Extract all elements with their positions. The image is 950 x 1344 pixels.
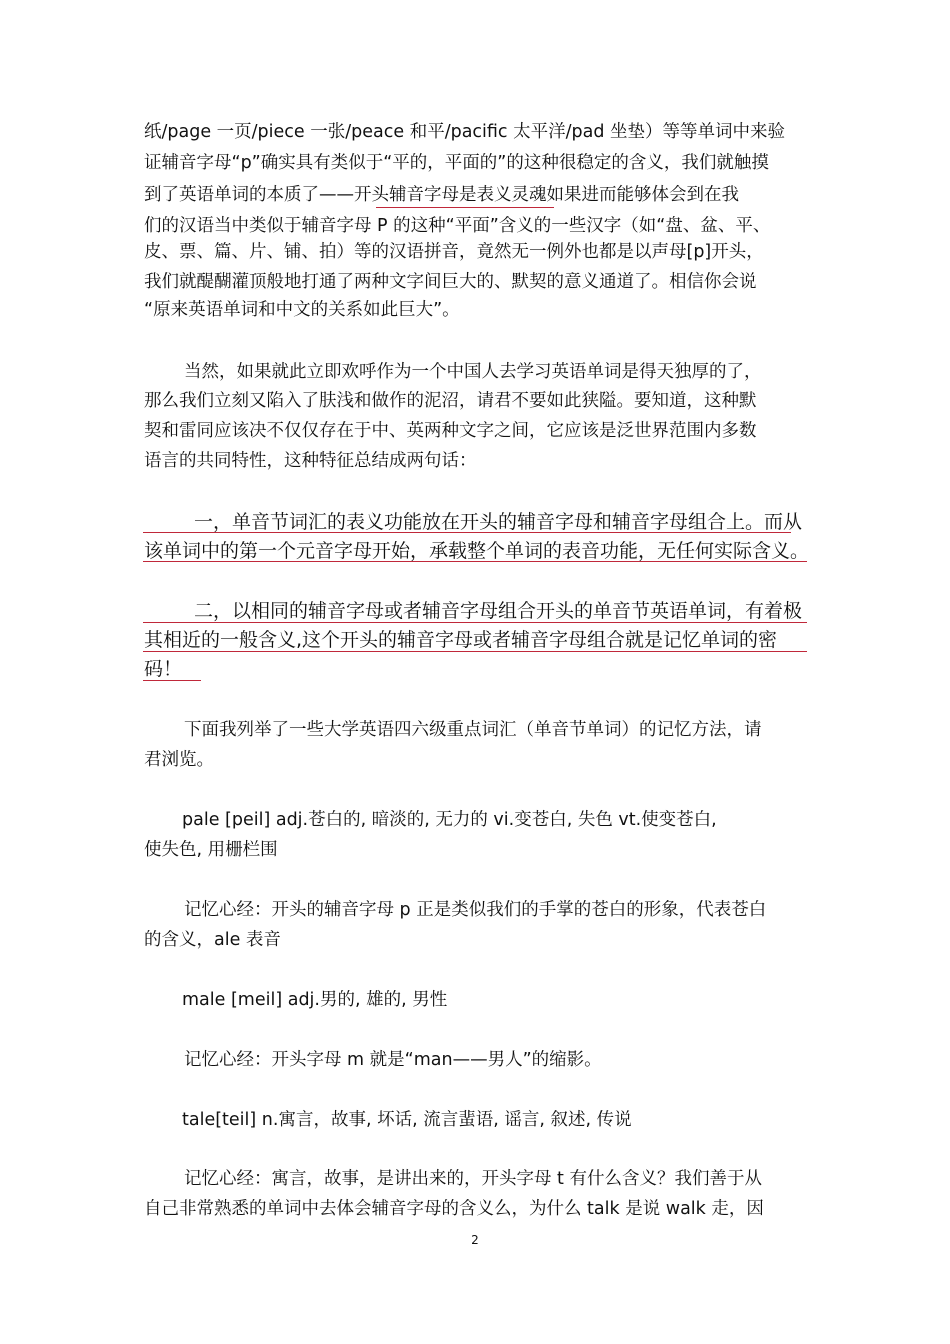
underline-key-phrase	[376, 207, 554, 208]
paragraph-1-line-4: 们的汉语当中类似于辅音字母 P 的这种“平面”含义的一些汉字（如“盘、盆、平、	[144, 216, 771, 236]
memo-tale-line-1: 记忆心经：寓言，故事，是讲出来的，开头字母 t 有什么含义？我们善于从	[184, 1169, 762, 1189]
page-number: 2	[471, 1233, 479, 1247]
paragraph-2-line-2: 那么我们立刻又陷入了肤浅和做作的泥沼，请君不要如此狭隘。要知道，这种默	[144, 391, 757, 411]
rule-1-line-1: 一，单音节词汇的表义功能放在开头的辅音字母和辅音字母组合上。而从	[194, 511, 803, 533]
paragraph-2-line-3: 契和雷同应该决不仅仅存在于中、英两种文字之间，它应该是泛世界范围内多数	[144, 421, 757, 441]
rule-2-underline-2	[143, 651, 807, 652]
paragraph-2-line-4: 语言的共同特性，这种特征总结成两句话：	[144, 451, 477, 471]
rule-2-underline-1	[143, 622, 807, 623]
paragraph-2-line-1: 当然，如果就此立即欢呼作为一个中国人去学习英语单词是得天独厚的了，	[184, 362, 762, 382]
memo-male: 记忆心经：开头字母 m 就是“man——男人”的缩影。	[184, 1050, 602, 1070]
intro-line-2: 君浏览。	[144, 750, 214, 770]
paragraph-1-line-5: 皮、票、篇、片、铺、拍）等的汉语拼音，竟然无一例外也都是以声母[p]开头，	[144, 242, 764, 262]
rule-1-underline-1	[143, 532, 791, 533]
entry-pale-line-1: pale [peil] adj.苍白的, 暗淡的, 无力的 vi.变苍白, 失色 vt.使变苍白,	[182, 810, 717, 830]
entry-tale: tale[teil] n.寓言，故事, 坏话, 流言蜚语, 谣言, 叙述, 传说	[182, 1110, 632, 1130]
intro-line-1: 下面我列举了一些大学英语四六级重点词汇（单音节单词）的记忆方法，请	[184, 720, 762, 740]
memo-pale-line-1: 记忆心经：开头的辅音字母 p 正是类似我们的手掌的苍白的形象，代表苍白	[184, 900, 767, 920]
rule-2-line-2: 其相近的一般含义,这个开头的辅音字母或者辅音字母组合就是记忆单词的密	[144, 629, 778, 651]
entry-male: male [meil] adj.男的, 雄的, 男性	[182, 990, 448, 1010]
paragraph-1-line-7: “原来英语单词和中文的关系如此巨大”。	[144, 300, 460, 320]
paragraph-1-line-2: 证辅音字母“p”确实具有类似于“平的，平面的”的这种很稳定的含义，我们就触摸	[144, 153, 769, 173]
rule-2-underline-3	[143, 680, 201, 681]
rule-1-line-2: 该单词中的第一个元音字母开始，承载整个单词的表音功能，无任何实际含义。	[144, 540, 810, 562]
paragraph-1-line-6: 我们就醍醐灌顶般地打通了两种文字间巨大的、默契的意义通道了。相信你会说	[144, 272, 757, 292]
paragraph-1-line-1: 纸/page 一页/piece 一张/peace 和平/pacific 太平洋/pad 坐垫）等等单词中来验	[144, 122, 786, 142]
paragraph-1-line-3: 到了英语单词的本质了——开头辅音字母是表义灵魂如果进而能够体会到在我	[144, 185, 739, 205]
memo-pale-line-2: 的含义，ale 表音	[144, 930, 281, 950]
rule-2-line-1: 二，以相同的辅音字母或者辅音字母组合开头的单音节英语单词，有着极	[194, 600, 803, 622]
memo-tale-line-2: 自己非常熟悉的单词中去体会辅音字母的含义么，为什么 talk 是说 walk 走，因	[144, 1199, 764, 1219]
rule-2-line-3: 码！	[144, 658, 183, 680]
rule-1-underline-2	[143, 561, 807, 562]
entry-pale-line-2: 使失色, 用栅栏围	[144, 840, 278, 860]
